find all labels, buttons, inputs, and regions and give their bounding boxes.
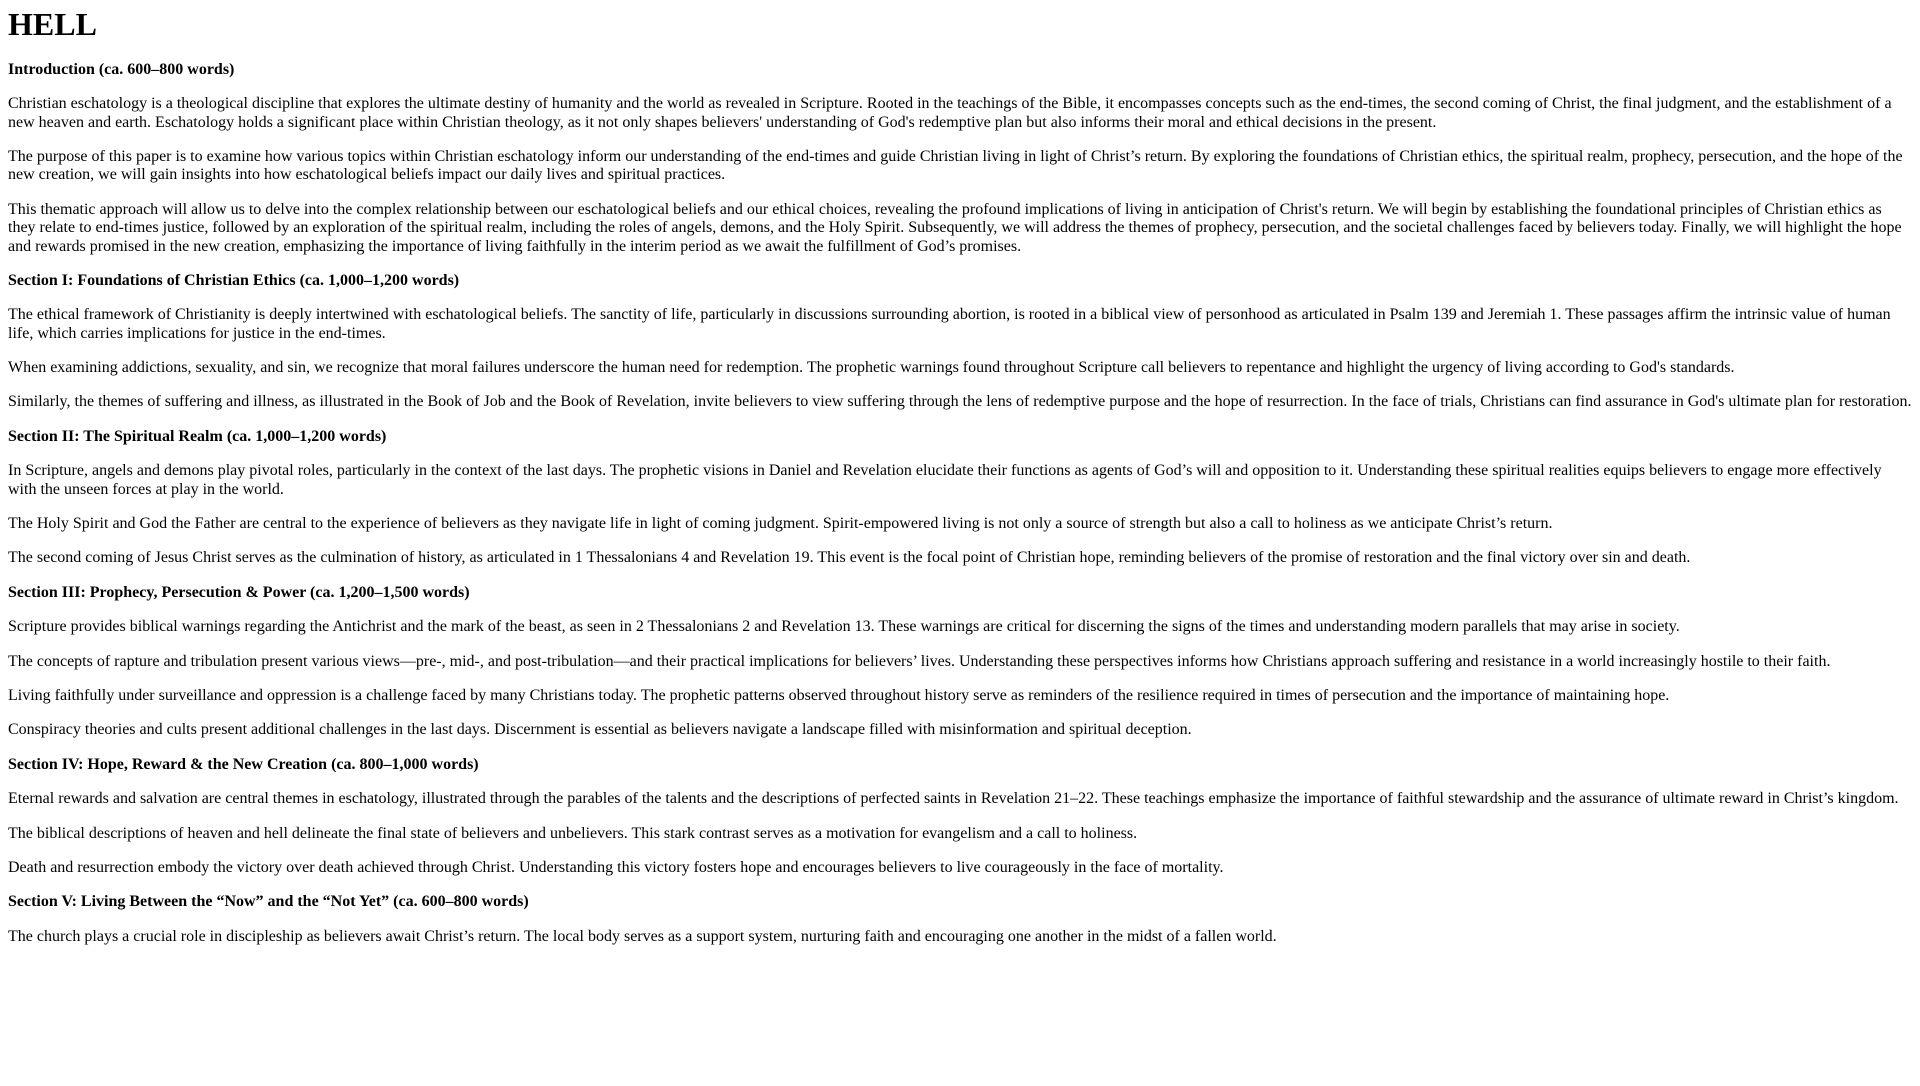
paragraph: This thematic approach will allow us to delve into the complex relationship between our eschatological beliefs and our ethical choices, revealing the profound implications of living in anticipation of Christ's return. We will begin by establishing the foundational principles of Christian ethics as they relate to end-times justice, followed by an exploration of the spiritual realm, including the roles of angels, demons, and the Holy Spirit. Subsequently, we will address the themes of prophecy, persecution, and the societal challenges faced by believers today. Finally, we will highlight the hope and rewards promised in the new creation, emphasizing the importance of living faithfully in the interim period as we await the fulfillment of God’s promises. — [8, 200, 1902, 255]
paragraph: Death and resurrection embody the victory over death achieved through Christ. Understanding this victory fosters hope and encourages believers to live courageously in the face of mortality. — [8, 858, 1224, 876]
paragraph: Eternal rewards and salvation are central themes in eschatology, illustrated through the parables of the talents and the descriptions of perfected saints in Revelation 21–22. These teachings emphasize the importance of faithful stewardship and the assurance of ultimate reward in Christ’s kingdom. — [8, 790, 1899, 808]
document-body — [8, 61, 1912, 946]
section-heading: Section V: Living Between the “Now” and the “Not Yet” (ca. 600–800 words) — [8, 893, 529, 911]
section-4 — [8, 756, 1912, 878]
paragraph: Similarly, the themes of suffering and illness, as illustrated in the Book of Job and the Book of Revelation, invite believers to view suffering through the lens of redemptive purpose and the hope of resurrection. In the face of trials, Christians can find assurance in God's ultimate plan for restoration. — [8, 393, 1912, 411]
paragraph: Conspiracy theories and cults present additional challenges in the last days. Discernment is essential as believers navigate a landscape filled with misinformation and spiritual deception. — [8, 721, 1192, 739]
paragraph: The biblical descriptions of heaven and hell delineate the final state of believers and unbelievers. This stark contrast serves as a motivation for evangelism and a call to holiness. — [8, 824, 1138, 842]
section-heading: Introduction (ca. 600–800 words) — [8, 60, 235, 78]
section-heading: Section III: Prophecy, Persecution & Power (ca. 1,200–1,500 words) — [8, 583, 470, 601]
section-heading: Section II: The Spiritual Realm (ca. 1,000–1,200 words) — [8, 427, 387, 445]
paragraph: The purpose of this paper is to examine how various topics within Christian eschatology inform our understanding of the end-times and guide Christian living in light of Christ’s return. By exploring the foundations of Christian ethics, the spiritual realm, prophecy, persecution, and the hope of the new creation, we will gain insights into how eschatological beliefs impact our daily lives and spiritual practices. — [8, 147, 1903, 184]
section-3 — [8, 584, 1912, 740]
section-5 — [8, 893, 1912, 946]
paragraph: Living faithfully under surveillance and oppression is a challenge faced by many Christians today. The prophetic patterns observed throughout history serve as reminders of the resilience required in times of persecution and the importance of maintaining hope. — [8, 687, 1670, 704]
section-0 — [8, 61, 1912, 256]
paragraph: The church plays a crucial role in discipleship as believers await Christ’s return. The local body serves as a support system, nurturing faith and encouraging one another in the midst of a fallen world. — [8, 927, 1277, 945]
paragraph: Christian eschatology is a theological discipline that explores the ultimate destiny of humanity and the world as revealed in Scripture. Rooted in the teachings of the Bible, it encompasses concepts such as the end-times, the second coming of Christ, the final judgment, and the establishment of a new heaven and earth. Eschatology holds a significant place within Christian theology, as it not only shapes believers' understanding of God's redemptive plan but also informs their moral and ethical decisions in the present. — [8, 95, 1892, 131]
paragraph: In Scripture, angels and demons play pivotal roles, particularly in the context of the last days. The prophetic visions in Daniel and Revelation elucidate their functions as agents of God’s will and opposition to it. Understanding these spiritual realities equips believers to engage more effectively with the unseen forces at play in the world. — [8, 462, 1882, 498]
section-1 — [8, 272, 1912, 412]
section-2 — [8, 428, 1912, 568]
paragraph: The ethical framework of Christianity is deeply intertwined with eschatological beliefs. The sanctity of life, particularly in discussions surrounding abortion, is rooted in a biblical view of personhood as articulated in Psalm 139 and Jeremiah 1. These passages affirm the intrinsic value of human life, which carries implications for justice in the end-times. — [8, 306, 1891, 342]
paragraph: The second coming of Jesus Christ serves as the culmination of history, as articulated in 1 Thessalonians 4 and Revelation 19. This event is the focal point of Christian hope, reminding believers of the promise of restoration and the final victory over sin and death. — [8, 549, 1691, 567]
paragraph: The concepts of rapture and tribulation present various views—pre-, mid-, and post-tribulation—and their practical implications for believers’ lives. Understanding these perspectives informs how Christians approach suffering and resistance in a world increasingly hostile to their faith. — [8, 652, 1831, 670]
section-heading: Section IV: Hope, Reward & the New Creation (ca. 800–1,000 words) — [8, 755, 479, 773]
section-heading: Section I: Foundations of Christian Ethics (ca. 1,000–1,200 words) — [8, 271, 460, 289]
page-title: HELL — [8, 6, 97, 42]
paragraph: Scripture provides biblical warnings regarding the Antichrist and the mark of the beast, as seen in 2 Thessalonians 2 and Revelation 13. These warnings are critical for discerning the signs of the times and understanding modern parallels that may arise in society. — [8, 618, 1680, 636]
paragraph: The Holy Spirit and God the Father are central to the experience of believers as they navigate life in light of coming judgment. Spirit-empowered living is not only a source of strength but also a call to holiness as we anticipate Christ’s return. — [8, 515, 1553, 533]
paragraph: When examining addictions, sexuality, and sin, we recognize that moral failures underscore the human need for redemption. The prophetic warnings found throughout Scripture call believers to repentance and highlight the urgency of living according to God's standards. — [8, 359, 1735, 377]
document-page — [0, 6, 1920, 946]
